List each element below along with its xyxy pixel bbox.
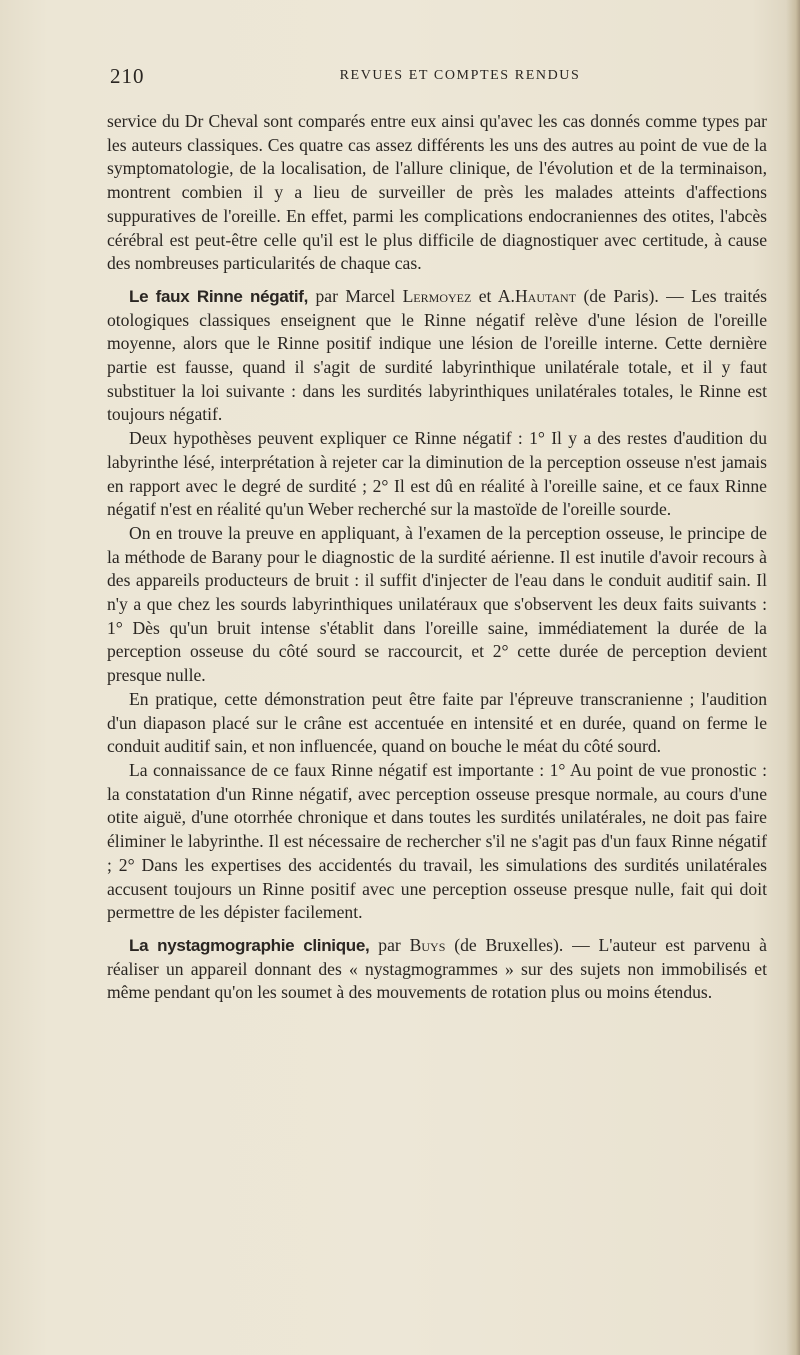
paragraph-continuation: service du Dr Cheval sont comparés entre eux ainsi qu'avec les cas donnés comme types par les auteurs classiques. Ces quatre cas assez différents les uns des autres au point de vue de la symptomatologie, de la localisation, de l'allure clinique, de l'évolution et de la terminaison, montrent combien il y a lieu de surveiller de près les malades atteints d'affections suppuratives de l'oreille. En effet, parmi les complications endocraniennes des otites, l'abcès cérébral est peut-être celle qu'il est le plus difficile de diagnostiquer avec certitude, à cause des nombreuses particularités de chaque cas. [107, 111, 767, 274]
review-title: La nystagmographie clinique, [129, 935, 370, 955]
paragraph: On en trouve la preuve en appliquant, à l'examen de la perception osseuse, le principe de la méthode de Barany pour le diagnostic de la surdité aérienne. Il est inutile d'avoir recours à des appareils producteurs de bruit : il suffit d'injecter de l'eau dans le conduit auditif sain. Il n'y a que chez les sourds labyrinthiques unilatéraux que s'observent les deux faits suivants : 1° Dès qu'un bruit intense s'établit dans l'oreille saine, immédiatement la durée de la perception osseuse du côté sourd se raccourcit, et 2° cette durée de perception devient presque nulle. [107, 522, 767, 686]
page-edge-shadow [786, 0, 800, 1355]
review-faux-rinne [107, 285, 767, 427]
running-title: REVUES ET COMPTES RENDUS [339, 68, 581, 83]
paragraph: La connaissance de ce faux Rinne négatif est importante : 1° Au point de vue pronostic : la constatation d'un Rinne négatif, avec perception osseuse presque normale, au cours d'une otite aiguë, d'une otorrhée chronique et dans toutes les surdités unilatérales, ne doit pas faire éliminer le labyrinthe. Il est nécessaire de rechercher s'il ne s'agit pas d'un faux Rinne négatif ; 2° Dans les expertises des accidentés du travail, les simulations des surdités unilatérales accusent toujours un Rinne positif avec une perception osseuse presque nulle, fait qui doit permettre de les dépister facilement. [107, 759, 767, 923]
author-name: Buys [409, 934, 446, 955]
author-name: Hautant [514, 285, 577, 306]
review-text: — Les traités otologiques classiques enseignent que le Rinne négatif relève d'une lésion de l'oreille moyenne, alors que le Rinne positif indique une lésion de l'oreille interne. Cette dernière partie est fausse, quand il s'agit de surdité labyrinthique unilatérale totale, et il y faut substituer la loi suivante : dans les surdités labyrinthiques unilatérales totales, le Rinne est toujours négatif. [107, 285, 767, 425]
author-name: Lermoyez [402, 285, 472, 306]
byline-and: et A. [471, 285, 515, 306]
byline-prefix: par Marcel [308, 285, 403, 306]
page-number: 210 [110, 64, 145, 88]
review-title: Le faux Rinne négatif, [129, 286, 309, 306]
review-nystagmographie [107, 934, 767, 1005]
review-text: — L'auteur est parvenu à réaliser un appareil donnant des « nystagmogrammes » sur des sujets non immobilisés et même pendant qu'on les soumet à des mouvements de rotation plus ou moins étendus. [107, 934, 767, 1003]
byline-prefix: par [369, 934, 410, 955]
paragraph: Deux hypothèses peuvent expliquer ce Rinne négatif : 1° Il y a des restes d'audition du labyrinthe lésé, interprétation à rejeter car la diminution de la perception osseuse n'est jamais en rapport avec le degré de surdité ; 2° Il est dû en réalité à l'oreille saine, et ce faux Rinne négatif n'est en réalité qu'un Weber recherché sur la mastoïde de l'oreille sourde. [107, 428, 767, 520]
page-header [110, 64, 770, 90]
paragraph: En pratique, cette démonstration peut être faite par l'épreuve transcranienne ; l'audition d'un diapason placé sur le crâne est accentuée en intensité et en durée, quand on ferme le conduit auditif sain, et non influencée, quand on bouche le méat du côté sourd. [107, 688, 767, 757]
page-body [107, 110, 767, 1005]
author-place: (de Bruxelles). [445, 934, 564, 955]
author-place: (de Paris). [576, 285, 659, 306]
